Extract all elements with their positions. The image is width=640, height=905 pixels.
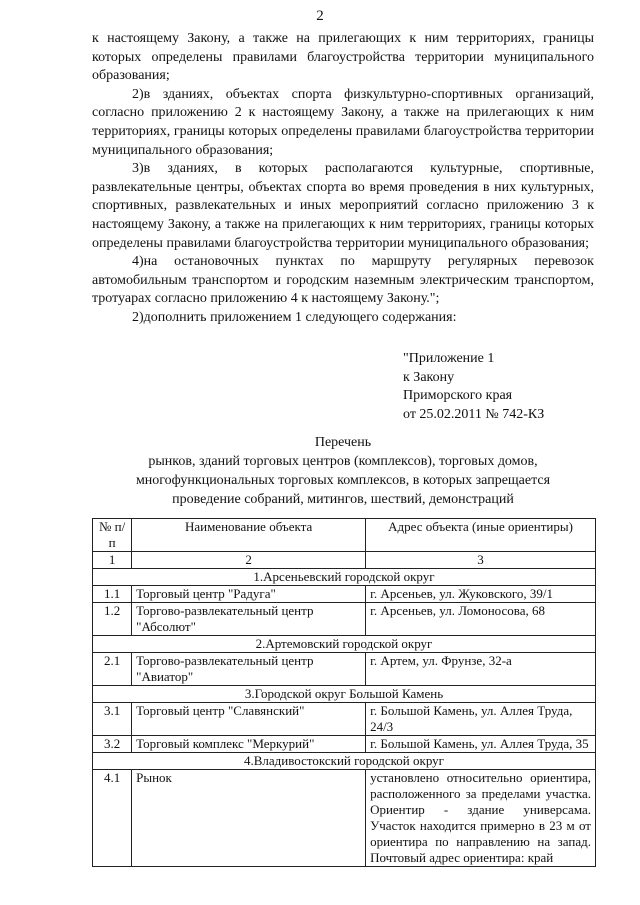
section-row: [93, 686, 596, 703]
row-name: Торговый комплекс "Меркурий": [132, 736, 366, 753]
row-address: г. Большой Камень, ул. Аллея Труда, 24/3: [366, 703, 596, 736]
row-num: 1.1: [93, 586, 132, 603]
section-row: [93, 636, 596, 653]
list-heading: [92, 433, 594, 509]
row-num: 3.2: [93, 736, 132, 753]
appendix-line: к Закону: [403, 369, 455, 385]
colnum-cell: 2: [132, 552, 366, 569]
table-row: [93, 770, 596, 867]
row-name: Торговый центр "Славянский": [132, 703, 366, 736]
paragraph: 2)дополнить приложением 1 следующего содержания:: [132, 309, 457, 325]
section-title: 2.Артемовский городской округ: [93, 636, 596, 653]
list-subtitle-line: проведение собраний, митингов, шествий, демонстраций: [172, 492, 514, 507]
paragraph: 3)в зданиях, в которых располагаются культурные, спортивные, развлекательные центры, объектах спорта во время проведения в них культурных, спортивных, развлекательных и иных мероприятий согласно приложению 3 к настоящему Закону, а также на прилегающих к ним территориях, границы которых определены правилами благоустройства территории муниципального образования;: [92, 161, 594, 251]
list-subtitle-line: рынков, зданий торговых центров (комплексов), торговых домов,: [148, 454, 538, 469]
section-row: [93, 569, 596, 586]
header-num: № п/п: [93, 519, 132, 552]
row-name: Торгово-развлекательный центр "Абсолют": [132, 603, 366, 636]
colnum-cell: 1: [93, 552, 132, 569]
page-number: 2: [316, 8, 324, 24]
row-num: 4.1: [93, 770, 132, 867]
appendix-reference: [403, 350, 544, 424]
row-address: установлено относительно ориентира, расположенного за пределами участка. Ориентир - здание универсама. Участок находится примерно в 23 м от ориентира по направлению на запад. Почтовый адрес ориентира: край: [366, 770, 596, 867]
table-row: [93, 603, 596, 636]
row-num: 2.1: [93, 653, 132, 686]
header-name: Наименование объекта: [132, 519, 366, 552]
objects-table: [92, 518, 596, 867]
paragraph: 2)в зданиях, объектах спорта физкультурно-спортивных организаций, согласно приложению 2 к настоящему Закону, а также на прилегающих к ним территориях, границы которых определены правилами благоустройства территории муниципального образования;: [92, 86, 594, 158]
section-row: [93, 753, 596, 770]
list-title: Перечень: [314, 435, 372, 450]
table-row: [93, 703, 596, 736]
body-text: [92, 30, 594, 328]
section-title: 3.Городской округ Большой Камень: [93, 686, 596, 703]
paragraph: 4)на остановочных пунктах по маршруту регулярных перевозок автомобильным транспортом и городским наземным электрическим транспортом, тротуарах согласно приложению 4 к настоящему Закону.";: [92, 254, 594, 307]
row-address: г. Большой Камень, ул. Аллея Труда, 35: [366, 736, 596, 753]
table-header-row: [93, 519, 596, 552]
row-num: 1.2: [93, 603, 132, 636]
list-subtitle-line: многофункциональных торговых комплексов, в которых запрещается: [135, 473, 551, 488]
paragraph: к настоящему Закону, а также на прилегающих к ним территориях, границы которых определены правилами благоустройства территории муниципального образования;: [92, 31, 594, 84]
row-address: г. Арсеньев, ул. Жуковского, 39/1: [366, 586, 596, 603]
table-row: [93, 586, 596, 603]
section-title: 4.Владивостокский городской округ: [93, 753, 596, 770]
row-name: Торговый центр "Радуга": [132, 586, 366, 603]
appendix-line: "Приложение 1: [403, 351, 495, 366]
colnum-cell: 3: [366, 552, 596, 569]
table-colnum-row: [93, 552, 596, 569]
row-name: Торгово-развлекательный центр "Авиатор": [132, 653, 366, 686]
row-name: Рынок: [132, 770, 366, 867]
table-row: [93, 736, 596, 753]
row-address: г. Артем, ул. Фрунзе, 32-а: [366, 653, 596, 686]
section-title: 1.Арсеньевский городской округ: [93, 569, 596, 586]
row-num: 3.1: [93, 703, 132, 736]
header-address: Адрес объекта (иные ориентиры): [366, 519, 596, 552]
table-row: [93, 653, 596, 686]
row-address: г. Арсеньев, ул. Ломоносова, 68: [366, 603, 596, 636]
appendix-line: от 25.02.2011 № 742-КЗ: [403, 406, 545, 422]
appendix-line: Приморского края: [403, 388, 513, 403]
